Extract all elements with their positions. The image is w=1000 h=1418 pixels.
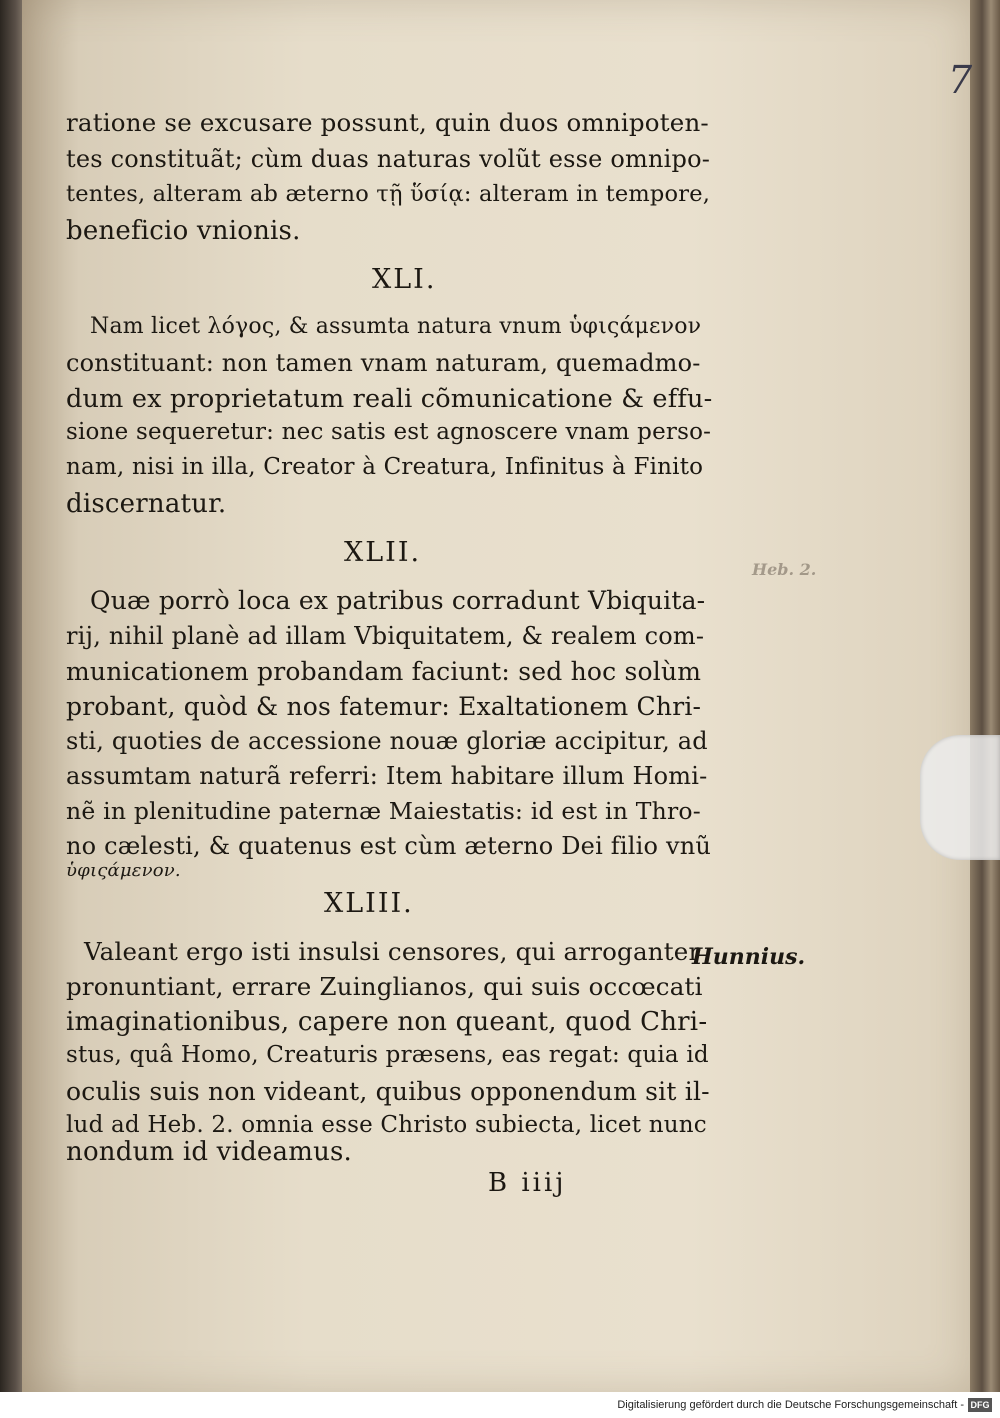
text-line: municationem probandam faciunt: sed hoc solùm bbox=[66, 657, 702, 686]
text-line: Valeant ergo isti insulsi censores, qui arroganter bbox=[84, 937, 701, 966]
text-line: sti, quoties de accessione nouæ gloriæ accipitur, ad bbox=[66, 727, 708, 755]
section-heading-xli: XLI. bbox=[372, 264, 437, 295]
text-line: ratione se excusare possunt, quin duos omnipoten- bbox=[66, 108, 709, 137]
margin-note-hunnius: Hunnius. bbox=[692, 944, 806, 970]
footer-credit: Digitalisierung gefördert durch die Deutsche Forschungsgemeinschaft - bbox=[617, 1399, 964, 1411]
text-line: rij, nihil planè ad illam Vbiquitatem, & realem com- bbox=[66, 622, 705, 650]
section-heading-xliii: XLIII. bbox=[324, 888, 414, 919]
text-line: beneficio vnionis. bbox=[66, 216, 301, 246]
page-edges bbox=[970, 0, 1000, 1395]
signature-mark: B iiij bbox=[488, 1168, 567, 1198]
text-line: Quæ porrò loca ex patribus corradunt Vbiquita- bbox=[90, 586, 706, 615]
text-line: nẽ in plenitudine paternæ Maiestatis: id est in Thro- bbox=[66, 797, 701, 825]
text-line: probant, quòd & nos fatemur: Exaltationem Chri- bbox=[66, 692, 702, 721]
text-line: pronuntiant, errare Zuinglianos, qui suis occœcati bbox=[66, 972, 703, 1001]
text-line: discernatur. bbox=[66, 489, 227, 519]
text-line: tes constituãt; cùm duas naturas volũt esse omnipo- bbox=[66, 145, 711, 173]
text-line: constituant: non tamen vnam naturam, quemadmo- bbox=[66, 349, 701, 377]
text-line: no cælesti, & quatenus est cùm æterno Dei filio vnũ bbox=[66, 832, 712, 860]
text-line: nam, nisi in illa, Creator à Creatura, Infinitus à Finito bbox=[66, 454, 704, 480]
text-line: stus, quâ Homo, Creaturis præsens, eas regat: quia id bbox=[66, 1042, 709, 1068]
text-line: assumtam naturã referri: Item habitare illum Homi- bbox=[66, 762, 708, 790]
dfg-logo: DFG bbox=[968, 1398, 992, 1412]
text-line: ὑφιςάμενον. bbox=[66, 860, 181, 881]
text-line: Nam licet λόγος, & assumta natura vnum ὑφιςάμενον bbox=[90, 314, 702, 339]
text-line: oculis suis non videant, quibus opponendum sit il- bbox=[66, 1077, 710, 1106]
section-heading-xlii: XLII. bbox=[344, 537, 422, 568]
page-clip bbox=[920, 735, 1000, 860]
text-line: imaginationibus, capere non queant, quod Chri- bbox=[66, 1007, 708, 1037]
text-line: dum ex proprietatum reali cõmunicatione & effu- bbox=[66, 384, 713, 414]
text-line: nondum id videamus. bbox=[66, 1137, 353, 1167]
text-line: sione sequeretur: nec satis est agnoscere vnam perso- bbox=[66, 419, 712, 445]
text-line: tentes, alteram ab æterno τῇ ὕσίᾳ: alteram in tempore, bbox=[66, 181, 711, 207]
folio-number: 7 bbox=[948, 58, 973, 102]
text-line: lud ad Heb. 2. omnia esse Christo subiecta, licet nunc bbox=[66, 1112, 707, 1138]
margin-note-heb: Heb. 2. bbox=[752, 560, 817, 579]
